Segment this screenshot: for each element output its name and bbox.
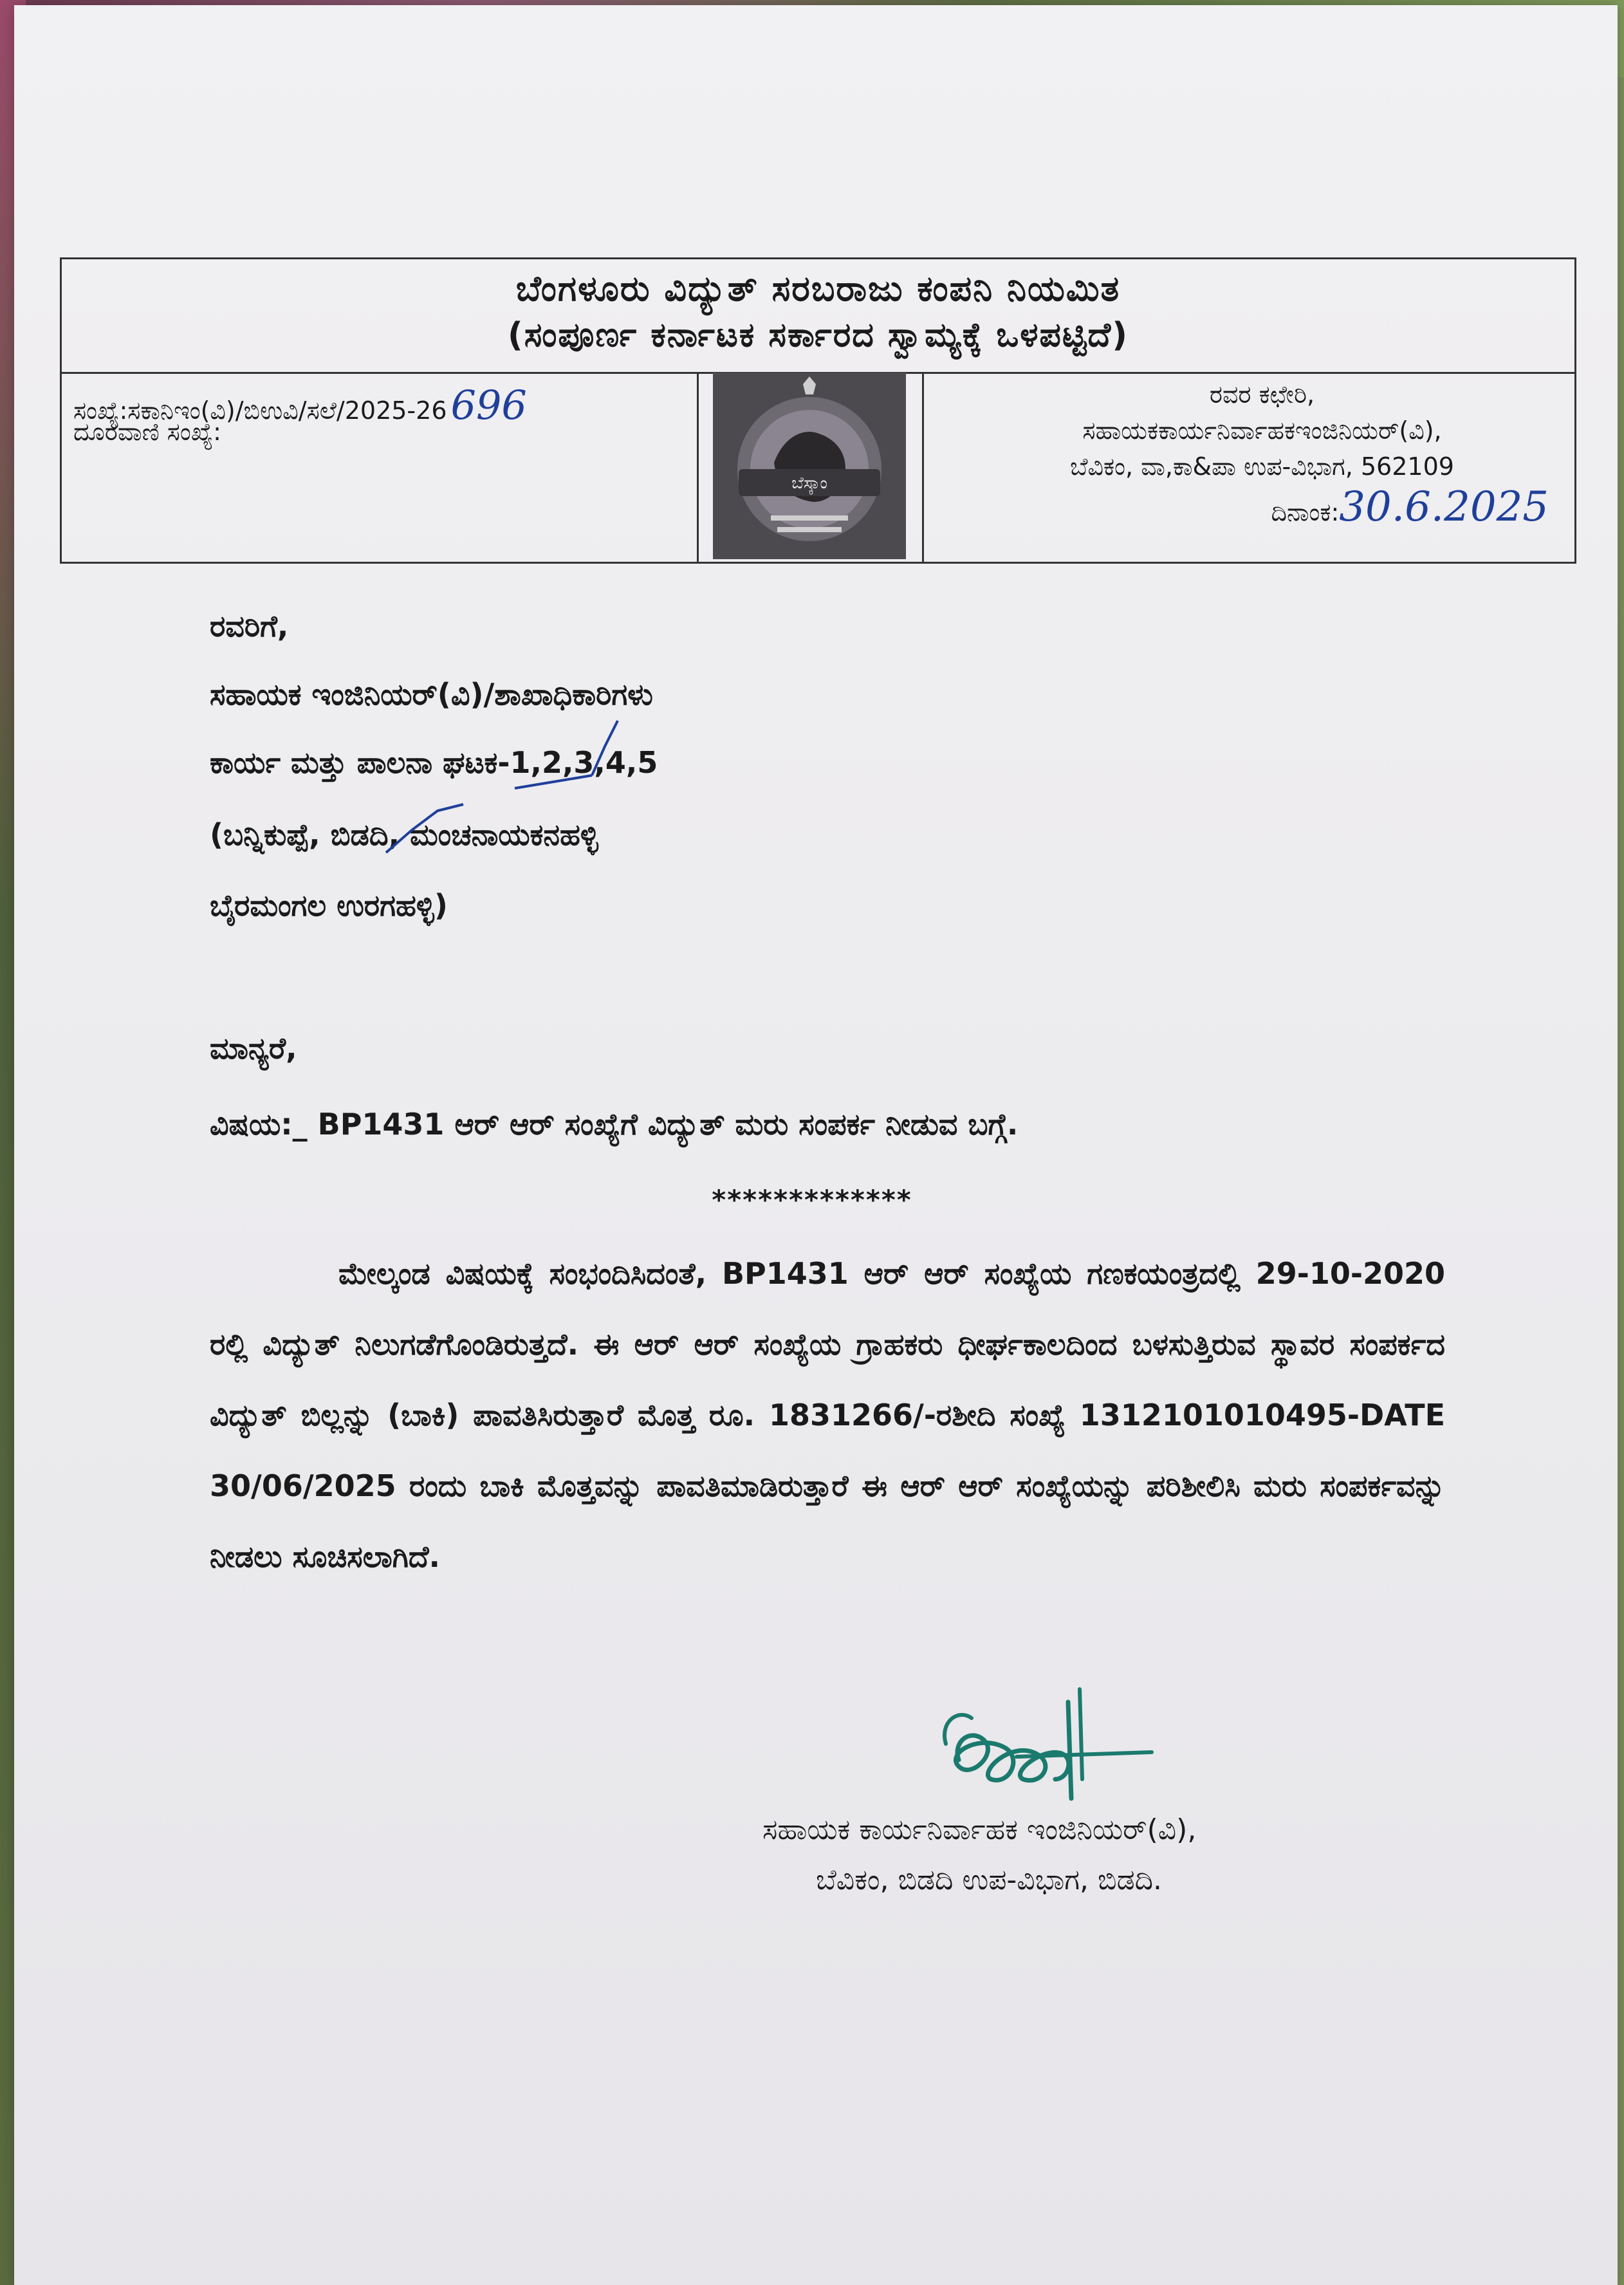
organization-name: ಬೆಂಗಳೂರು ವಿದ್ಯುತ್ ಸರಬರಾಜು ಕಂಪನಿ ನಿಯಮಿತ [515,268,1121,309]
phone-label: ದೂರವಾಣಿ ಸಂಖ್ಯೆ: [73,418,221,446]
office-line-2: ಸಹಾಯಕಕಾರ್ಯನಿರ್ವಾಹಕಇಂಜಿನಿಯರ್(ವಿ), [1082,416,1442,445]
handwritten-tick-marks [360,708,656,856]
bescom-logo [713,373,906,559]
greeting: ಮಾನ್ಯರೆ, [210,1031,297,1066]
date-handwritten: 30.6.2025 [1339,483,1549,531]
reference-handwritten: 696 [450,382,527,429]
logo-cell [699,374,924,562]
salutation-to: ರವರಿಗೆ, [210,609,289,643]
addressee-line-3: (ಬನ್ನಿಕುಪ್ಪೆ, ಬಿಡದಿ, ಮಂಚನಾಯಕನಹಳ್ಳಿ [210,817,598,852]
subject-line: ವಿಷಯ:_ BP1431 ಆರ್ ಆರ್ ಸಂಖ್ಯೆಗೆ ವಿದ್ಯುತ್ ಮರು ಸಂಪರ್ಕ ನೀಡುವ ಬಗ್ಗೆ. [210,1107,1019,1142]
office-line-1: ರವರ ಕಛೇರಿ, [1209,380,1315,409]
date-label: ದಿನಾಂಕ: [1271,498,1340,526]
addressee-line-2: ಕಾರ್ಯ ಮತ್ತು ಪಾಲನಾ ಘಟಕ-1,2,3,4,5 [210,745,658,780]
letterhead-title-row [62,259,1574,374]
reference-cell [62,374,699,562]
date-field [1271,483,1549,531]
signatory-designation: ಸಹಾಯಕ ಕಾರ್ಯನಿರ್ವಾಹಕ ಇಂಜಿನಿಯರ್(ವಿ), [762,1813,1197,1846]
addressee-line-4: ಬೈರಮಂಗಲ ಉರಗಹಳ್ಳಿ) [210,888,448,923]
office-line-3: ಬೆವಿಕಂ, ವಾ,ಕಾ&ಪಾ ಉಪ-ವಿಭಾಗ, 562109 [1070,452,1454,481]
bescom-logo-graphic [713,373,906,559]
signatory-office: ಬೆವಿಕಂ, ಬಿಡದಿ ಉಪ-ವಿಭಾಗ, ಬಿಡದಿ. [816,1864,1163,1896]
addressee-line-1: ಸಹಾಯಕ ಇಂಜಿನಿಯರ್(ವಿ)/ಶಾಖಾಧಿಕಾರಿಗಳು [210,677,653,712]
logo-text: ಬೆಸ್ಕಾಂ [791,474,827,493]
reference-printed: ಸಂಖ್ಯೆ:ಸಕಾನಿಇಂ(ವಿ)/ಬಿಉವಿ/ಸಲೆ/2025-26 [73,396,447,425]
signature [933,1683,1165,1811]
office-address-cell [924,374,1574,562]
body-paragraph [210,1238,1445,1592]
body-paragraph-text: ಮೇಲ್ಕಂಡ ವಿಷಯಕ್ಕೆ ಸಂಭಂದಿಸಿದಂತೆ, BP1431 ಆರ್ ಆರ್ ಸಂಖ್ಯೆಯ ಗಣಕಯಂತ್ರದಲ್ಲಿ 29-10-2020 ರಲ್ಲಿ ವಿದ್ಯುತ್ ನಿಲುಗಡೆಗೊಂಡಿರುತ್ತದೆ. ಈ ಆರ್ ಆರ್ ಸಂಖ್ಯೆಯ ಗ್ರಾಹಕರು ಧೀರ್ಘಕಾಲದಿಂದ ಬಳಸುತ್ತಿರುವ ಸ್ಥಾವರ ಸಂಪರ್ಕದ ವಿದ್ಯುತ್ ಬಿಲ್ಲನ್ನು (ಬಾಕಿ) ಪಾವತಿಸಿರುತ್ತಾರೆ ಮೊತ್ತ ರೂ. 1831266/-ರಶೀದಿ ಸಂಖ್ಯೆ 1312101010495-DATE 30/06/2025 ರಂದು ಬಾಕಿ ಮೊತ್ತವನ್ನು ಪಾವತಿಮಾಡಿರುತ್ತಾರೆ ಈ ಆರ್ ಆರ್ ಸಂಖ್ಯೆಯನ್ನು ಪರಿಶೀಲಿಸಿ ಮರು ಸಂಪರ್ಕವನ್ನು ನೀಡಲು ಸೂಚಿಸಲಾಗಿದೆ. [210,1256,1445,1574]
letterhead-table [60,257,1576,564]
separator-stars: ************* [712,1184,912,1216]
organization-subtitle: (ಸಂಪೂರ್ಣ ಕರ್ನಾಟಕ ಸರ್ಕಾರದ ಸ್ವಾಮ್ಯಕ್ಕೆ ಒಳಪಟ್ಟಿದೆ) [508,316,1129,355]
